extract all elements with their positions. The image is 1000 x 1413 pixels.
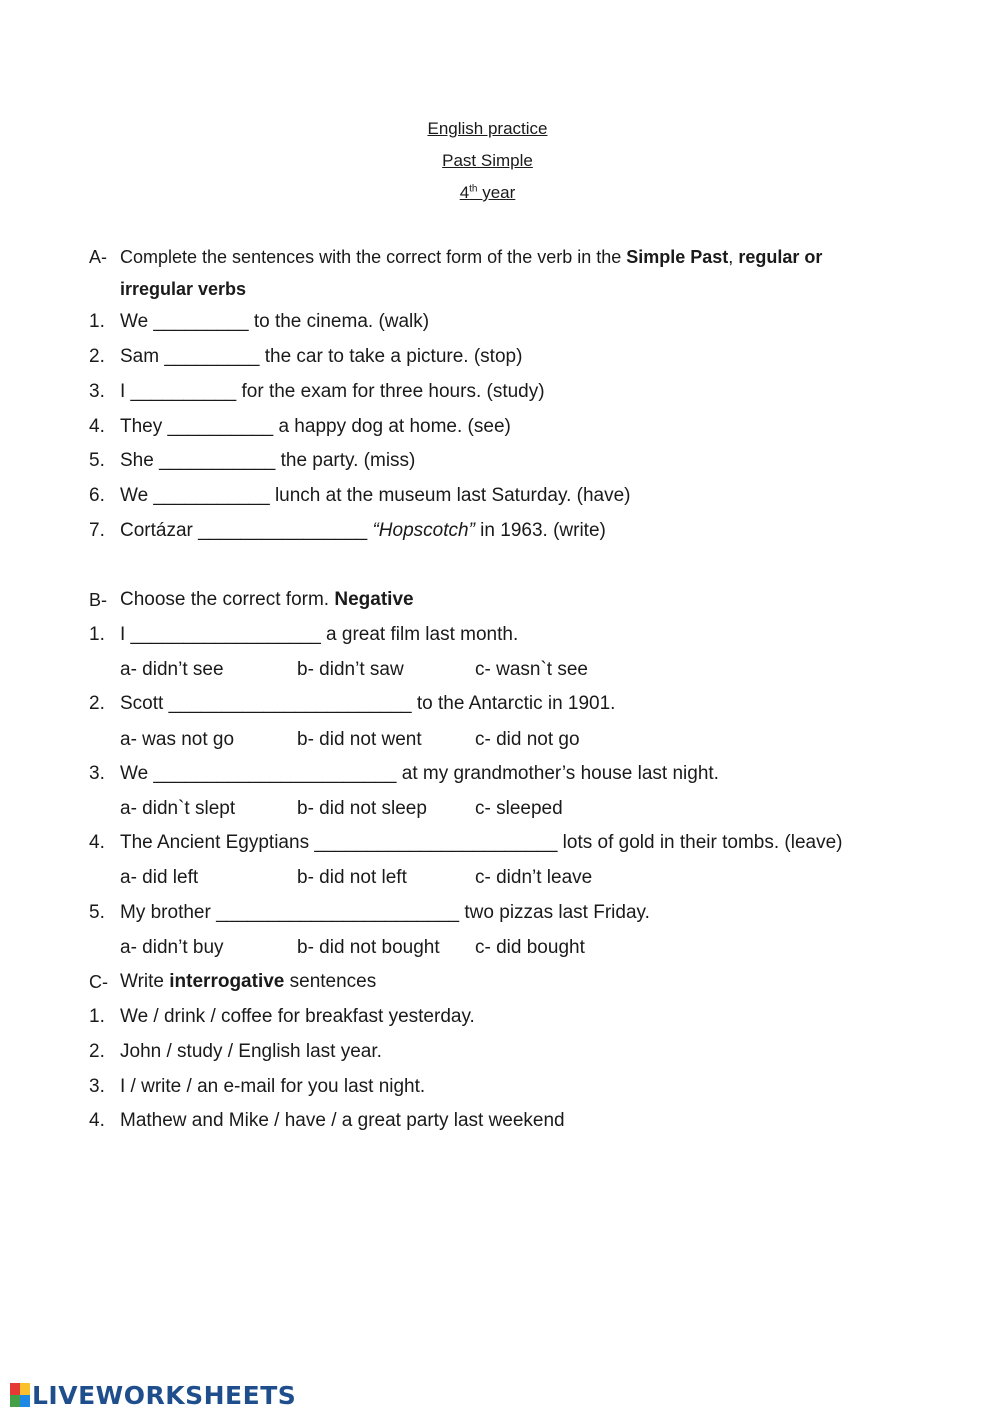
logo-text: LIVEWORKSHEETS — [32, 1380, 297, 1410]
c-item-number: 1. — [89, 1006, 105, 1027]
b-item-sentence: The Ancient Egyptians _______________________ lots of gold in their tombs. (leave) — [120, 832, 843, 853]
b-option-b: b- did not sleep — [297, 798, 427, 819]
section-a-instructions: Complete the sentences with the correct form of the verb in the Simple Past, regular or — [120, 247, 823, 267]
b-option-c: c- did not go — [475, 729, 580, 750]
a-item-sentence: We ___________ lunch at the museum last Saturday. (have) — [120, 485, 631, 506]
b-item-number: 1. — [89, 624, 105, 645]
a-item-sentence: She ___________ the party. (miss) — [120, 450, 416, 471]
a-item-number: 5. — [89, 450, 105, 471]
c-item-prompt: I / write / an e-mail for you last night. — [120, 1076, 426, 1097]
b-option-a: a- didn’t see — [120, 659, 224, 680]
logo-mark-icon — [10, 1383, 30, 1407]
c-item-prompt: Mathew and Mike / have / a great party last weekend — [120, 1110, 565, 1131]
c-item-prompt: We / drink / coffee for breakfast yesterday. — [120, 1006, 475, 1027]
a-item-number: 1. — [89, 311, 105, 332]
a-item-number: 6. — [89, 485, 105, 506]
b-option-c: c- didn’t leave — [475, 867, 593, 888]
b-option-a: a- didn’t buy — [120, 937, 224, 958]
b-option-c: c- sleeped — [475, 798, 563, 819]
b-option-a: a- did left — [120, 867, 199, 888]
a-item-number: 3. — [89, 381, 105, 402]
b-option-b: b- did not left — [297, 867, 407, 888]
c-item-number: 2. — [89, 1041, 105, 1062]
section-c-instructions: Write interrogative sentences — [120, 971, 377, 992]
section-b-label: B- — [89, 590, 107, 610]
a-item-number: 2. — [89, 346, 105, 367]
section-a-instructions-cont: irregular verbs — [120, 279, 247, 299]
section-a-label: A- — [89, 247, 107, 267]
a-item-sentence: They __________ a happy dog at home. (see) — [120, 416, 511, 437]
c-item-prompt: John / study / English last year. — [120, 1041, 382, 1062]
section-b-instructions: Choose the correct form. Negative — [120, 589, 414, 610]
b-item-sentence: My brother _______________________ two pizzas last Friday. — [120, 902, 650, 923]
b-item-number: 5. — [89, 902, 105, 923]
c-item-number: 3. — [89, 1076, 105, 1097]
worksheet-topic: Past Simple — [442, 151, 533, 170]
b-option-b: b- did not bought — [297, 937, 440, 958]
b-item-number: 4. — [89, 832, 105, 853]
worksheet-title: English practice — [427, 119, 548, 138]
b-item-number: 3. — [89, 763, 105, 784]
a-item-sentence: Cortázar ________________ “Hopscotch” in 1963. (write) — [120, 520, 606, 541]
b-option-a: a- was not go — [120, 729, 235, 750]
worksheet-level: 4th year — [459, 183, 516, 202]
b-option-b: b- didn’t saw — [297, 659, 404, 680]
a-item-sentence: We _________ to the cinema. (walk) — [120, 311, 430, 332]
a-item-sentence: Sam _________ the car to take a picture. (stop) — [120, 346, 523, 367]
a-item-number: 4. — [89, 416, 105, 437]
b-item-sentence: We _______________________ at my grandmother’s house last night. — [120, 763, 719, 784]
c-item-number: 4. — [89, 1110, 105, 1131]
b-option-c: c- did bought — [475, 937, 585, 958]
b-option-a: a- didn`t slept — [120, 798, 236, 819]
section-c-label: C- — [89, 972, 108, 992]
a-item-sentence: I __________ for the exam for three hours. (study) — [120, 381, 545, 402]
b-item-sentence: I __________________ a great film last month. — [120, 624, 519, 645]
a-item-number: 7. — [89, 520, 105, 541]
b-option-c: c- wasn`t see — [475, 659, 588, 680]
liveworksheets-logo[interactable] — [10, 1381, 296, 1409]
b-item-number: 2. — [89, 693, 105, 714]
b-option-b: b- did not went — [297, 729, 422, 750]
b-item-sentence: Scott _______________________ to the Antarctic in 1901. — [120, 693, 616, 714]
